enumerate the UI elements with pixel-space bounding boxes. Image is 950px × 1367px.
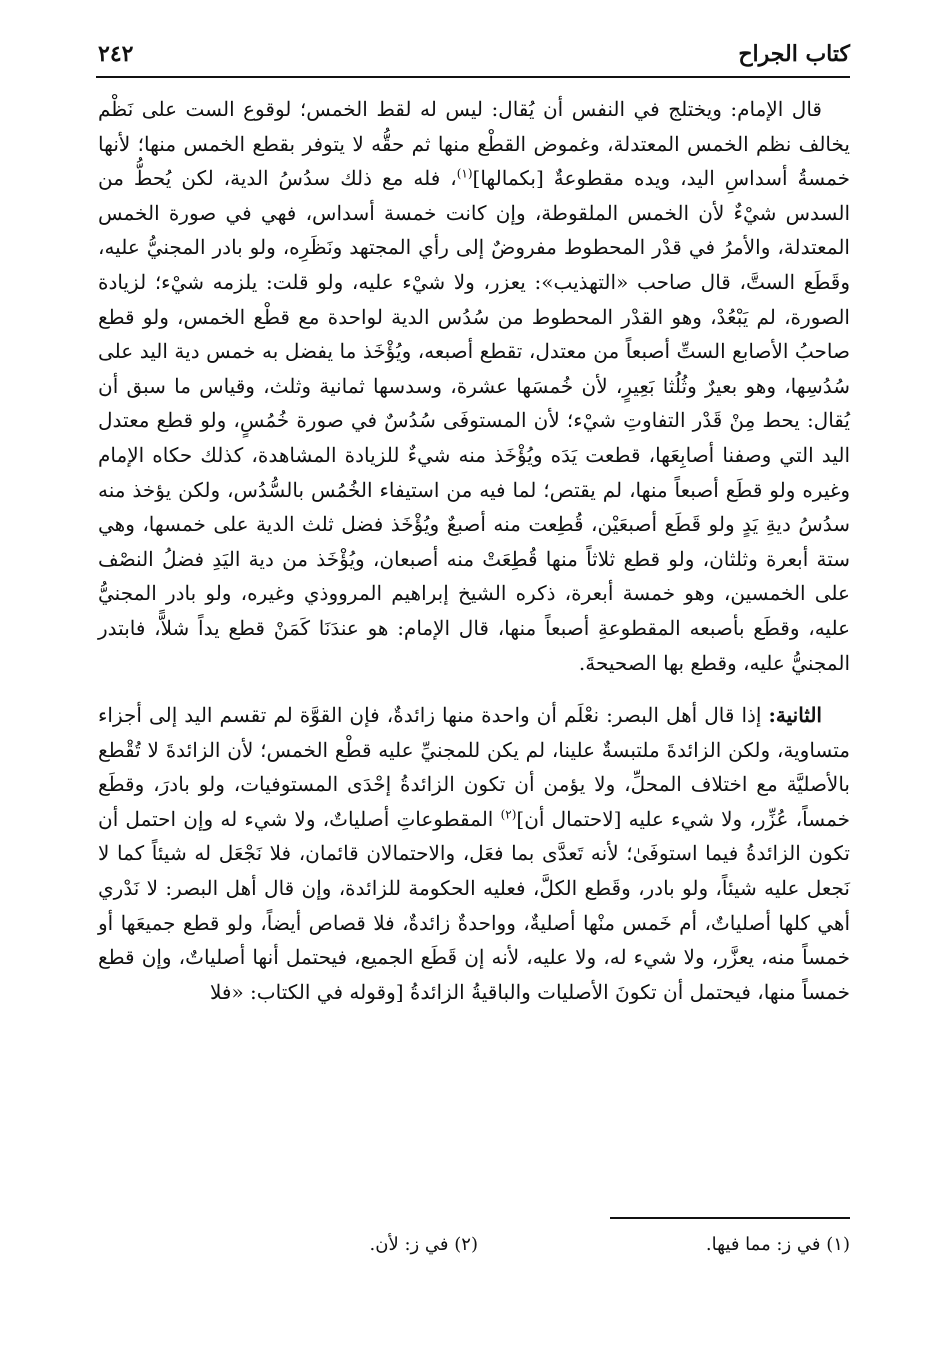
- running-title: كتاب الجراح: [738, 41, 850, 67]
- main-text: [98, 92, 850, 1009]
- paragraph-2-lead: الثانية:: [768, 703, 822, 728]
- paragraph-2: [98, 698, 850, 1009]
- footnote-2-mark: (٢): [454, 1234, 478, 1255]
- paragraph-2-text: إذا قال أهل البصر: نعْلَم أن واحدة منها زائدةٌ، فإن القوَّة لم تقسم اليد إلى أجزاء متساوية، ولكن الزائدةَ ملتبسةٌ علينا، لم يكن للمجنيِّ عليه قطْع الخمس؛ لأن الزائدةَ لا تُقْطع بالأصليَّة مع اختلاف المحلِّ، ولا يؤمن أن تكون الزائدةُ إحْدَى المستوفيات، ولو بادرَ، وقطَع خمساً، عُزِّر، ولا شيء عليه [لاحتمال أن]: [98, 703, 850, 831]
- header-divider: [96, 76, 850, 78]
- footnote-2: [370, 1232, 478, 1258]
- paragraph-1-text-after: ، فله مع ذلك سدُسُ الدية، لكن يُحطُّ من السدس شيْءٌ لأن الخمس الملقوطة، وإن كانت خمسة أسداس، فهي في صورة الخمس المعتدلة، والأمرُ في قدْر المحطوط مفروضٌ إلى رأي المجتهد ونَظَرِه، ولو بادر المجنيُّ عليه، وقَطَع الستَّ، قال صاحب «التهذيب»: يعزر، ولا شيْء عليه، ولو قلت: يلزمه شيْء؛ لزيادة الصورة، لم يَبْعُدْ، وهو القدْر المحطوط من سُدُس الدية لواحدة مع قطْع الخمس، ولو قطع صاحبُ الأصابع الستِّ أصبعاً من معتدل، تقطع أصبعه، ويُؤْخَذ ما يفضل به خمس دية اليد على سُدُسِها، وهو بعيرٌ وثُلُثا بَعِيرٍ، لأن خُمسَها عشرة، وسدسها ثمانية وثلث، وقياس ما سبق أن يُقال: يحط مِنْ قَدْر التفاوتِ شيْء؛ لأن المستوفَى سُدُسٌ في صورة خُمُسٍ، ولو قطع معتدل اليد التي وصفنا أصابِعَها، قطعت يَدَه ويُؤْخَذ منه شيءٌ للزيادة المشاهدة، كذلك حكاه الإمام وغيره ولو قطَع أصبعاً منها، لم يقتص؛ لما فيه من استيفاء الخُمُس بالسُّدُس، ولكن يؤخذ منه سدُسُ ديةِ يَدٍ ولو قَطَع أصبعَيْن، قُطِعت منه أصبعٌ ويُؤْخَذ فضل ثلث الدية على خمسها، وهي ستة أبعرة وثلثان، ولو قطع ثلاثاً منها قُطِعَتْ منه أصبعان، ويُؤْخَذ من دية اليَدِ فضلُ النصْف على الخمسين، وهو خمسة أبعرة، ذكره الشيخ إبراهيم المرووذي وغيره، ولو بادر المجنيُّ عليه، وقطَع بأصبعه المقطوعةِ أصبعاً منها، قال الإمام: هو عندَنَا كَمَنْ قطع يداً شلاًّ، فابتدر المجنيُّ عليه، وقطع بها الصحيحةَ.: [98, 166, 850, 675]
- footnote-1-text: في ز: مما فيها.: [705, 1234, 821, 1255]
- paragraph-1: [98, 92, 850, 680]
- footnote-divider: [610, 1217, 850, 1219]
- footnote-1: [706, 1232, 850, 1258]
- footnote-ref-1[interactable]: (١): [456, 166, 473, 181]
- footnote-2-text: في ز: لأن.: [369, 1234, 449, 1255]
- page-number: ٢٤٢: [98, 41, 134, 67]
- paragraph-1-text: قال الإمام: ويختلج في النفس أن يُقال: ليس له لقط الخمس؛ لوقوع الست على نَظْم يخالف نظم الخمس المعتدلة، وغموض القطْع منها ثم حقُّه لا يتوفر بقطع الخمس منها؛ لأنها خمسةُ أسداسِ اليد، ويده مقطوعةٌ [بكمالها]: [98, 97, 850, 191]
- page-header: [98, 34, 850, 74]
- footnote-1-mark: (١): [826, 1234, 850, 1255]
- footnote-ref-2[interactable]: (٢): [500, 807, 517, 822]
- paragraph-2-text-after: المقطوعاتِ أصلياتٌ، ولا شيء له وإن احتمل أن تكون الزائدةُ فيما استوفَىٰ؛ لأنه تَعدَّى بما فعَل، والاحتمالان قائمان، فلا نَجْعَل له شيئاً كما لا نَجعل عليه شيئاً، ولو بادر، وقَطع الكلَّ، فعليه الحكومة للزائدة، وإن قال أهل البصر: لا نَدْري أهي كلها أصلياتٌ، أم خَمس منْها أصليةٌ، وواحدةٌ زائدةٌ، فلا قصاص أيضاً، ولو قطع جميعَها أو خمساً منه، يعزَّر، ولا شيء له، ولا عليه، لأنه إن قَطَع الجميع، فيحتمل أنها أصلياتٌ، وإن قطع خمساً منها، فيحتمل أن تكونَ الأصليات والباقيةُ الزائدةُ [وقوله في الكتاب: «فلا: [98, 806, 850, 1004]
